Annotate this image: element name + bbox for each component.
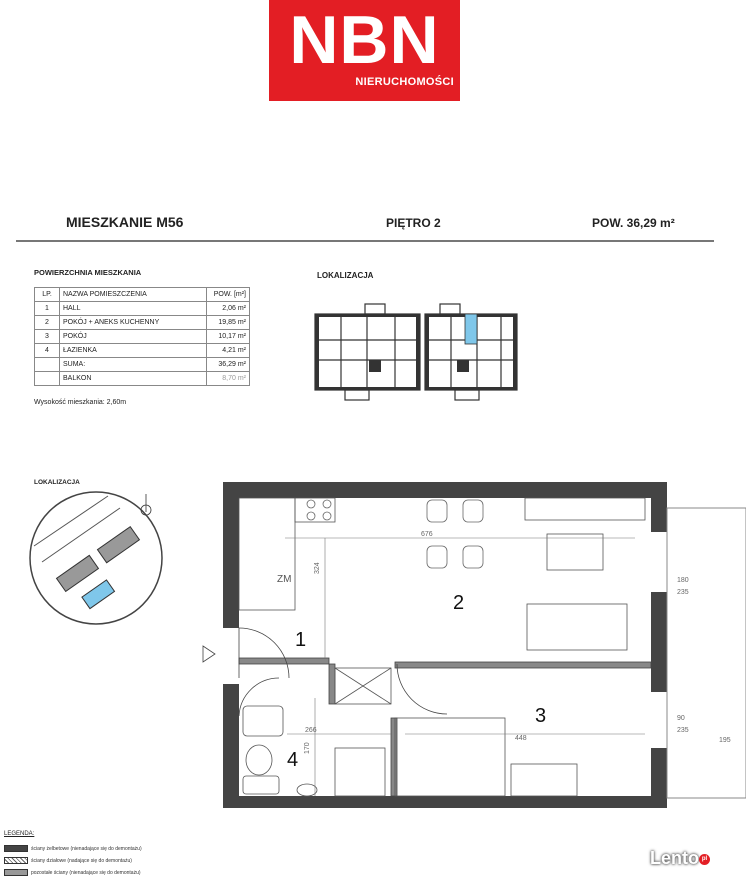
table-row [35,344,250,358]
room-number-1: 1 [295,629,307,651]
row-name: HALL [60,302,207,316]
row-lp: 2 [35,316,60,330]
table-row [35,302,250,316]
rooms-table-title: POWIERZCHNIA MIESZKANIA [34,268,142,277]
legend-text: ściany działowe (nadające się do demontażu) [31,857,132,864]
watermark-text: Lento [650,848,699,868]
sum-label: SUMA: [60,358,207,372]
sum-value: 36,29 m² [207,358,250,372]
legend-text: pozostałe ściany (nienadające się do demontażu) [31,869,141,876]
company-logo [269,0,460,101]
col-lp: LP. [35,288,60,302]
site-location-title: LOKALIZACJA [34,479,80,486]
row-area: 10,17 m² [207,330,250,344]
rooms-table [34,287,250,386]
row-lp: 1 [35,302,60,316]
row-name: POKÓJ + ANEKS KUCHENNY [60,316,207,330]
location-title: LOKALIZACJA [317,271,374,280]
table-row [35,316,250,330]
total-area: POW. 36,29 m² [592,216,675,230]
zm-label: ZM [277,574,292,585]
row-lp: 4 [35,344,60,358]
dim-266: 266 [305,727,317,734]
col-name: NAZWA POMIESZCZENIA [60,288,207,302]
table-row [35,330,250,344]
logo-brand: NBN [289,2,440,78]
header-divider [16,240,714,242]
legend-title: LEGENDA: [4,831,35,837]
table-balcony-row [35,372,250,386]
dim-235a: 235 [677,589,689,596]
dim-195: 195 [719,737,731,744]
row-name: ŁAZIENKA [60,344,207,358]
dim-448: 448 [515,735,527,742]
row-name: POKÓJ [60,330,207,344]
dim-324: 324 [314,562,321,574]
legend-item-concrete [4,845,142,852]
sum-empty [35,358,60,372]
legend-text: ściany żelbetowe (nienadające się do demontażu) [31,845,142,852]
watermark-badge: pl [699,854,710,865]
room-number-3: 3 [535,705,547,727]
dim-676: 676 [421,531,433,538]
table-header-row [35,288,250,302]
floor-plan [195,478,746,818]
row-lp: 3 [35,330,60,344]
row-area: 4,21 m² [207,344,250,358]
balcony-label: BALKON [60,372,207,386]
lento-watermark [650,848,710,869]
room-number-2: 2 [453,592,465,614]
room-number-4: 4 [287,749,299,771]
dim-170: 170 [304,742,311,754]
balcony-empty [35,372,60,386]
row-area: 2,06 m² [207,302,250,316]
table-sum-row [35,358,250,372]
building-location-map [305,300,527,404]
legend-item-other [4,869,141,876]
site-location-map [28,490,164,626]
legend-item-partition [4,857,132,864]
height-note: Wysokość mieszkania: 2,60m [34,399,127,406]
balcony-value: 8,70 m² [207,372,250,386]
row-area: 19,85 m² [207,316,250,330]
dim-180: 180 [677,577,689,584]
logo-subtitle: NIERUCHOMOŚCI [355,76,454,88]
col-area: POW. [m²] [207,288,250,302]
dim-90: 90 [677,715,685,722]
apartment-title: MIESZKANIE M56 [66,214,184,230]
floor-label: PIĘTRO 2 [386,216,441,230]
dim-235b: 235 [677,727,689,734]
